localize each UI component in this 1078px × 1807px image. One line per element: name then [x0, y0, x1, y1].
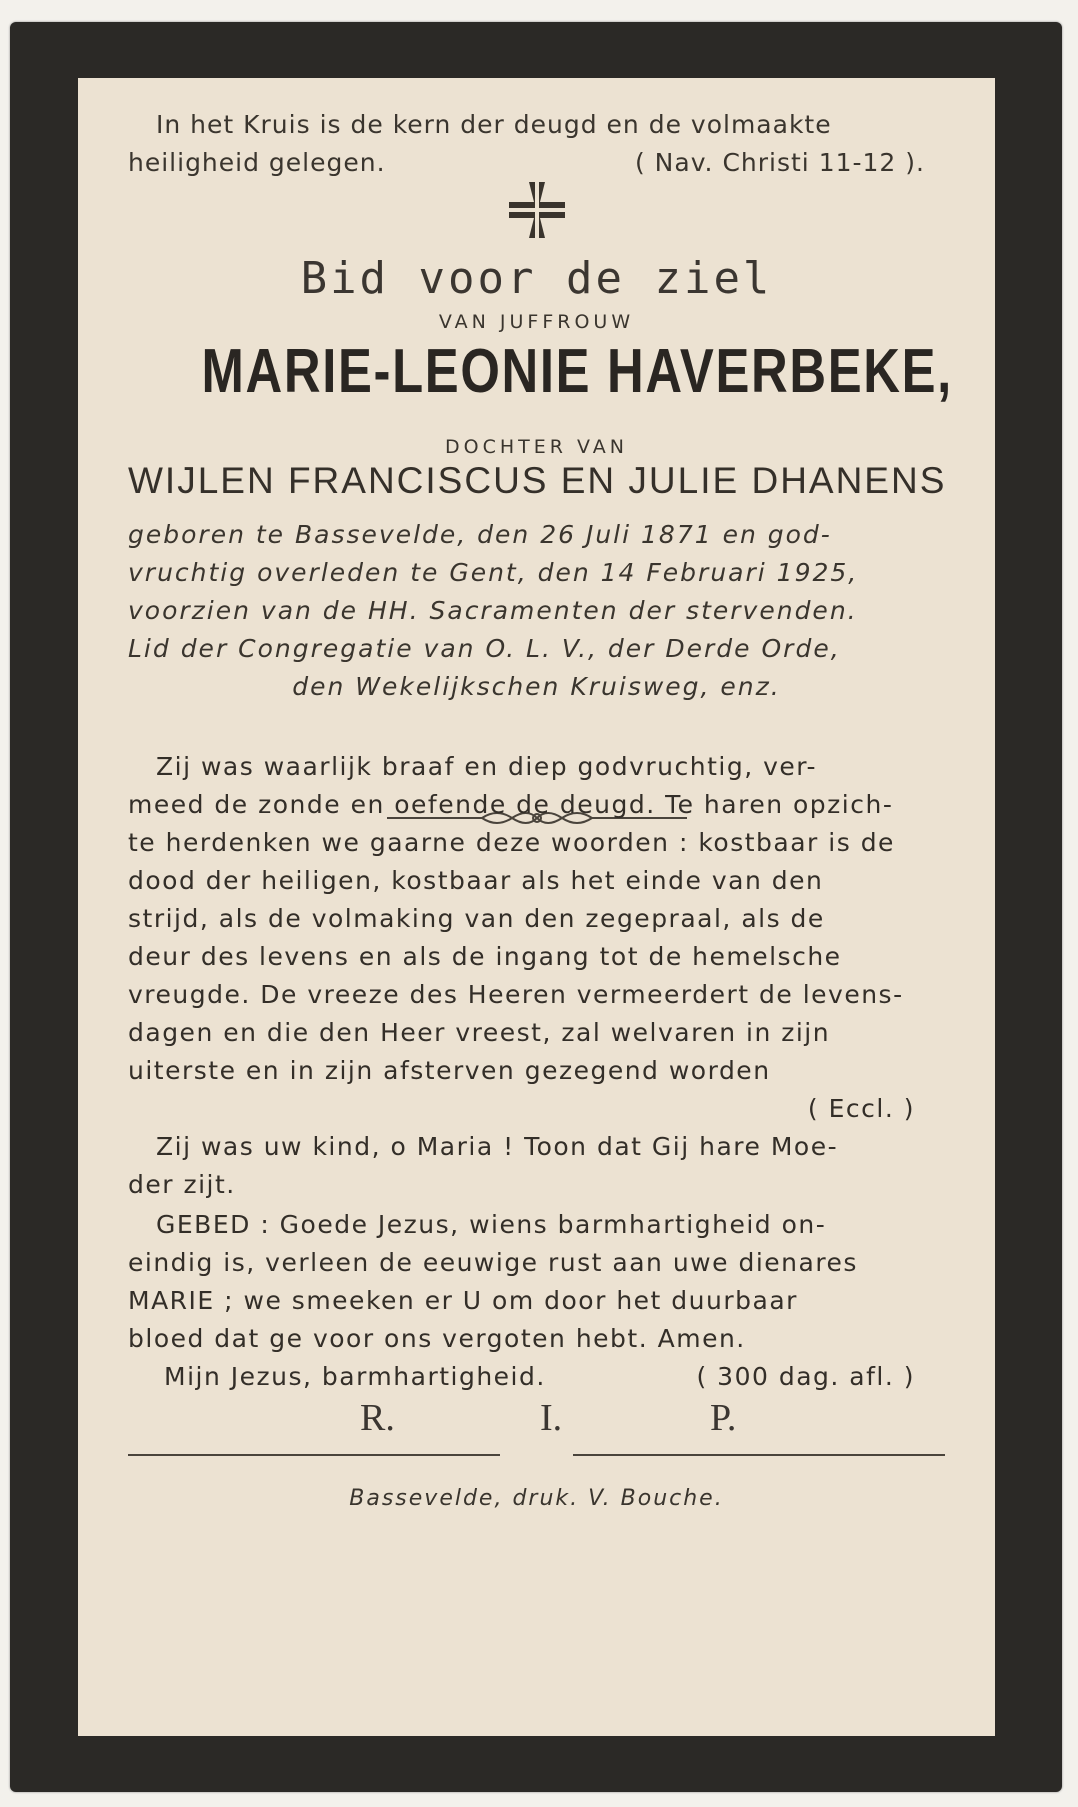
printer: Bassevelde, druk. V. Bouche.: [349, 1486, 724, 1511]
invocation: [128, 1362, 945, 1391]
paragraph-line: uiterste en in zijn afsterven gezegend worden: [128, 1056, 771, 1085]
parents: WIJLEN FRANCISCUS EN JULIE DHANENS: [128, 460, 947, 501]
epigraph-reference: ( Nav. Christi 11-12 ).: [634, 148, 925, 177]
rip-letter: I.: [540, 1397, 563, 1439]
bio-line: vruchtig overleden te Gent, den 14 Februari 1925,: [128, 558, 859, 587]
card-paper: [78, 78, 995, 1736]
paragraph-line: te herdenken we gaarne deze woorden : kostbaar is de: [128, 828, 895, 857]
van-juffrouw: VAN JUFFROUW: [438, 311, 635, 333]
bio-line: voorzien van de HH. Sacramenten der stervenden.: [128, 596, 858, 625]
deceased-name: MARIE-LEONIE HAVERBEKE,: [201, 337, 953, 406]
bio-line: den Wekelijkschen Kruisweg, enz.: [292, 672, 781, 701]
prayer-line: bloed dat ge voor ons vergoten hebt. Amen.: [128, 1324, 746, 1353]
paragraph-line: dood der heiligen, kostbaar als het einde van den: [128, 866, 824, 895]
rip-letter: R.: [360, 1397, 395, 1439]
invocation-text: Mijn Jezus, barmhartigheid.: [164, 1362, 546, 1391]
divider-rule: [573, 1454, 945, 1456]
dochter-van: DOCHTER VAN: [445, 436, 628, 458]
memorial-card: [10, 22, 1062, 1792]
heading: Bid voor de ziel: [300, 253, 773, 304]
prayer-line: eindig is, verleen de eeuwige rust aan uwe dienares: [128, 1248, 858, 1277]
epigraph-text: heiligheid gelegen.: [128, 148, 386, 177]
paragraph-line: Zij was waarlijk braaf en diep godvruchtig, ver-: [156, 752, 817, 781]
citation: ( Eccl. ): [807, 1094, 915, 1123]
bio-line: Lid der Congregatie van O. L. V., der Derde Orde,: [128, 634, 841, 663]
cross-icon: [78, 178, 995, 246]
paragraph-line: strijd, als de volmaking van den zegepraal, als de: [128, 904, 825, 933]
indulgence: ( 300 dag. afl. ): [696, 1362, 915, 1391]
epigraph-line-1: In het Kruis is de kern der deugd en de volmaakte: [156, 110, 832, 139]
divider-rule: [128, 1454, 500, 1456]
rip-letter: P.: [710, 1397, 737, 1439]
paragraph-line: meed de zonde en oefende de deugd. Te haren opzich-: [128, 790, 894, 819]
paragraph-line: vreugde. De vreeze des Heeren vermeerdert de levens-: [128, 980, 904, 1009]
epigraph-line-2: [128, 148, 945, 177]
paragraph-line: dagen en die den Heer vreest, zal welvaren in zijn: [128, 1018, 831, 1047]
prayer-line: MARIE ; we smeeken er U om door het duurbaar: [128, 1286, 798, 1315]
paragraph-line: Zij was uw kind, o Maria ! Toon dat Gij hare Moe-: [156, 1132, 839, 1161]
bio-line: geboren te Bassevelde, den 26 Juli 1871 en god-: [128, 520, 832, 549]
paragraph-line: der zijt.: [128, 1170, 236, 1199]
paragraph-line: deur des levens en als de ingang tot de hemelsche: [128, 942, 842, 971]
prayer-line: GEBED : Goede Jezus, wiens barmhartigheid on-: [156, 1210, 827, 1239]
